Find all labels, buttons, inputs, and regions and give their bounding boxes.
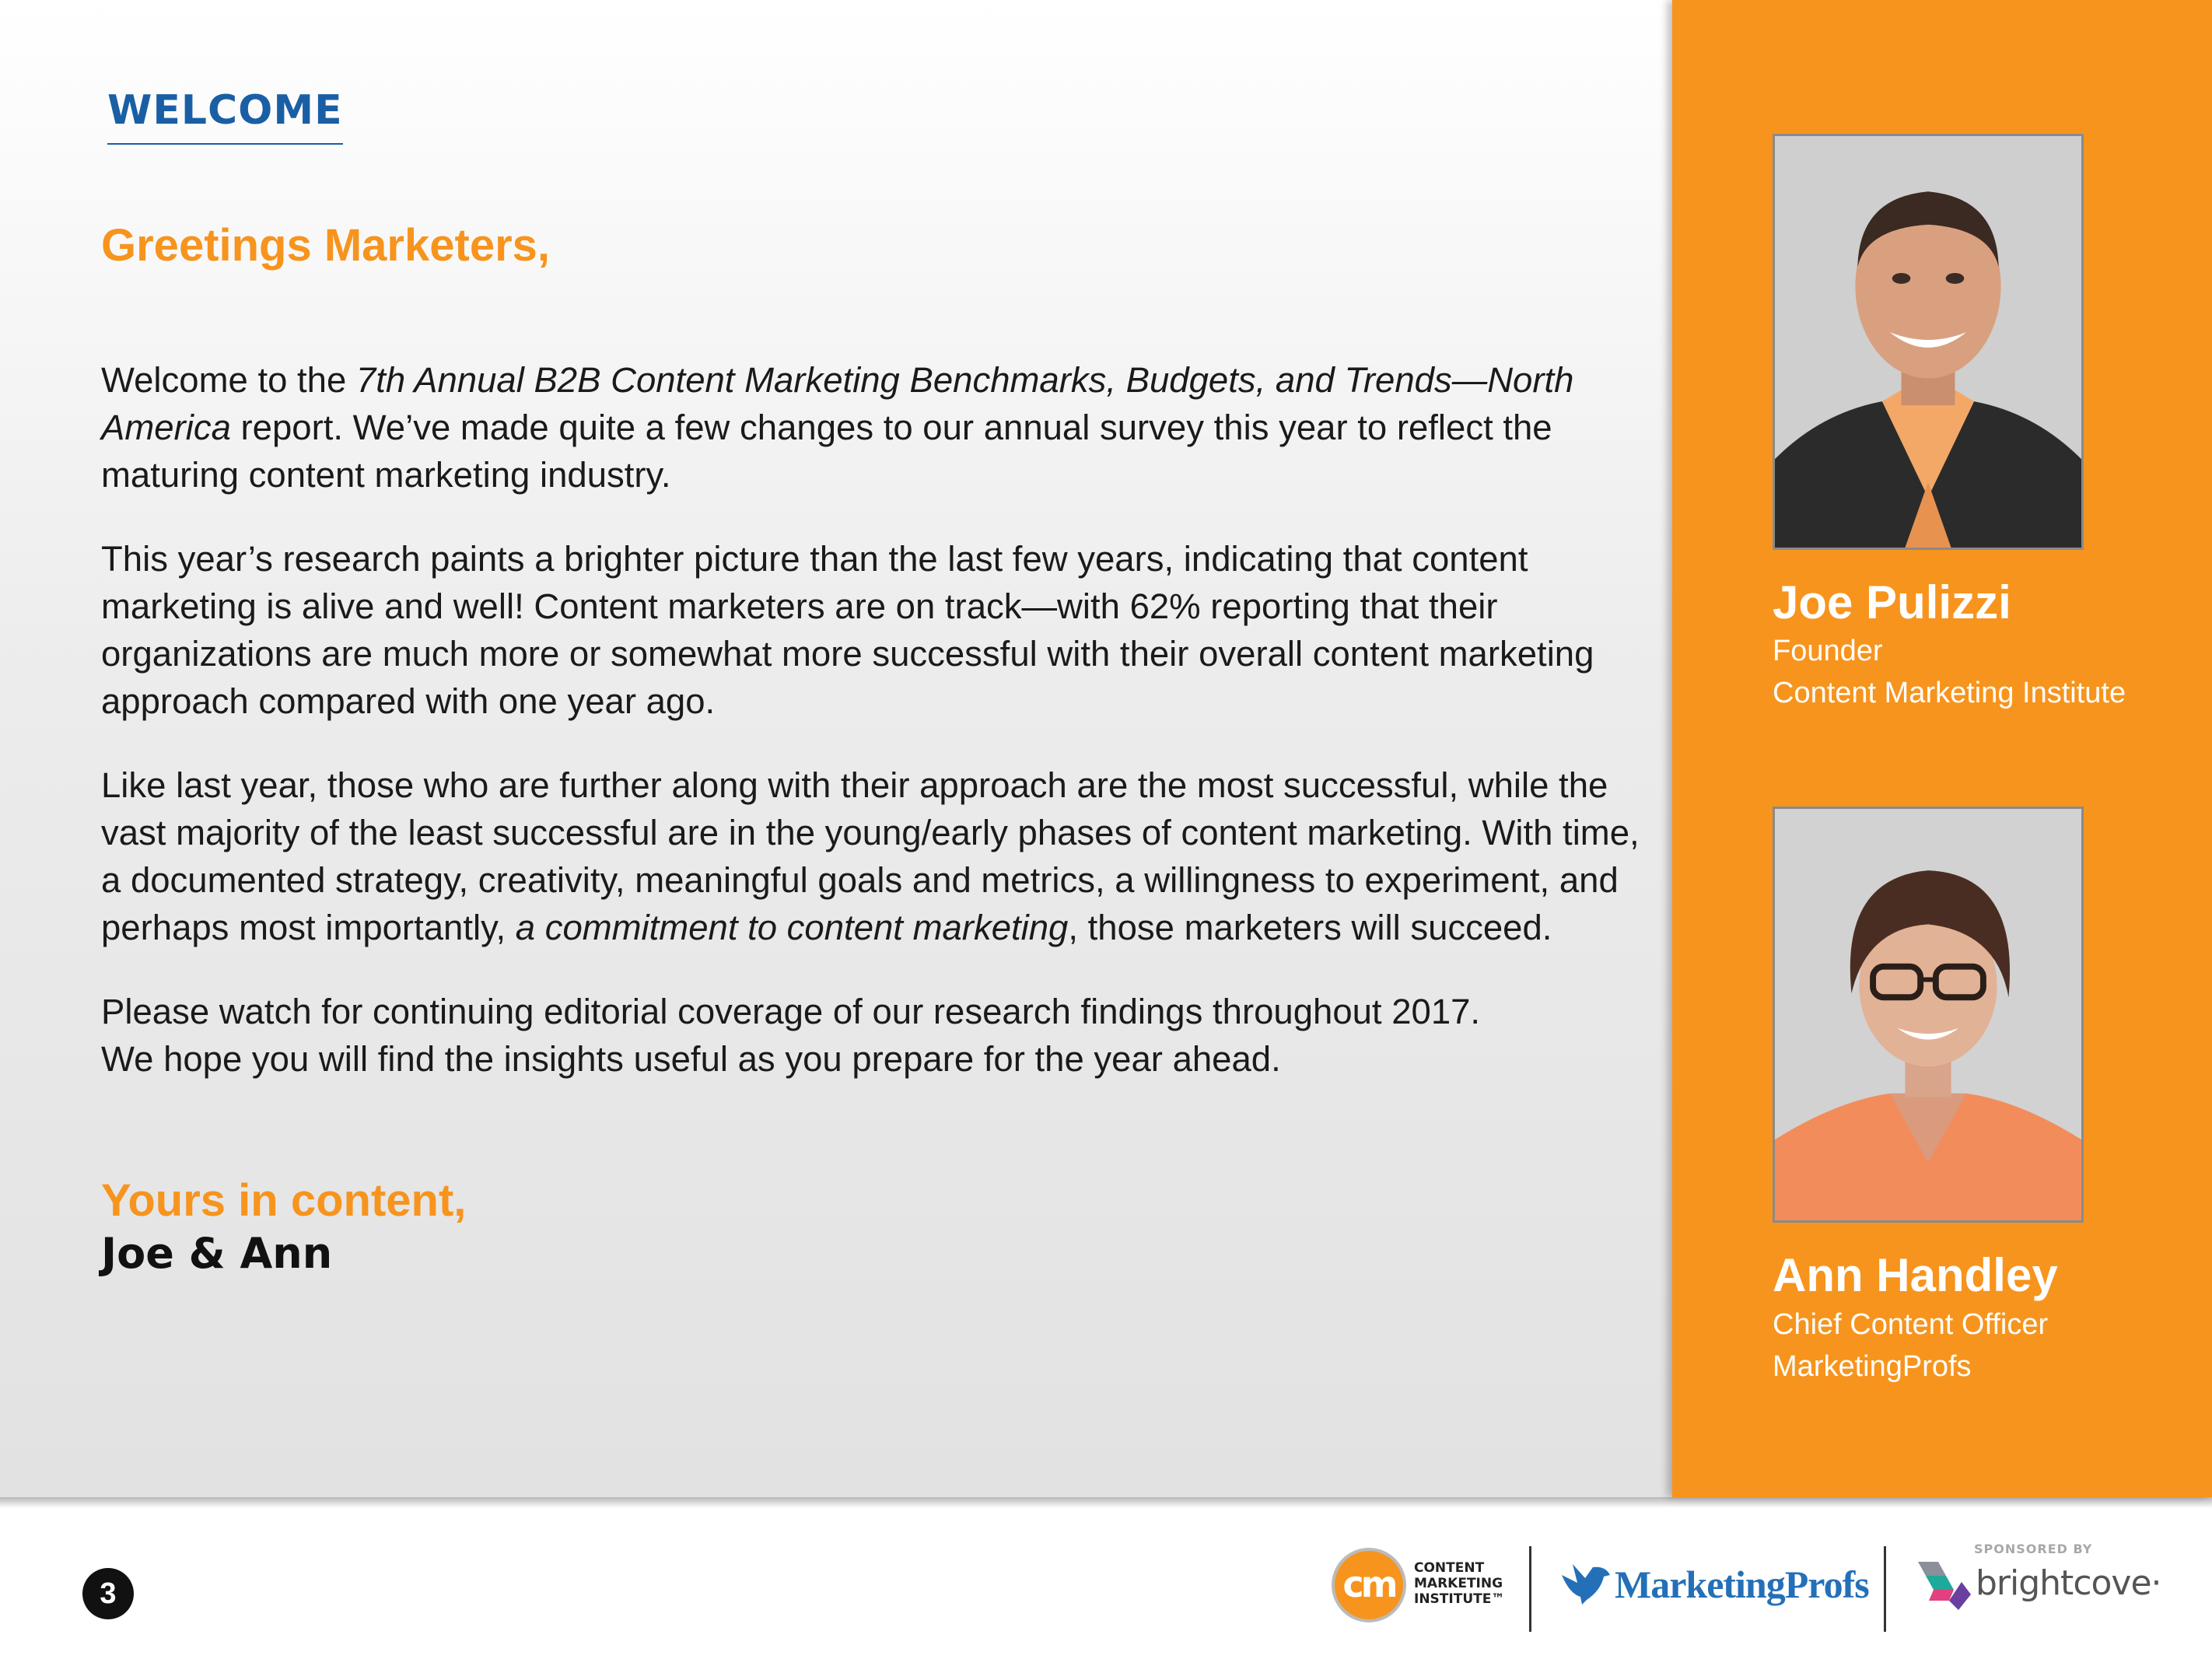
paragraph-4: Please watch for continuing editorial coverage of our research findings throughout 2017. We hope you will find the insights useful as you prepare for the year ahead. — [101, 992, 1481, 1079]
page-number: 3 — [82, 1568, 134, 1619]
signature: Joe & Ann — [101, 1229, 333, 1278]
logo-divider — [1529, 1546, 1531, 1632]
person-name-ann: Ann Handley — [1773, 1249, 2058, 1301]
person-title-joe: Founder — [1773, 635, 1883, 667]
joe-pulizzi-photo — [1773, 134, 2084, 550]
welcome-letter-body — [101, 356, 1657, 1119]
brightcove-icon — [1915, 1559, 1976, 1613]
cmi-logo-text: CONTENT MARKETING INSTITUTE™ — [1414, 1560, 1505, 1607]
signoff: Yours in content, — [101, 1175, 467, 1226]
person-title-ann: Chief Content Officer — [1773, 1308, 2049, 1341]
paragraph-3: Like last year, those who are further along with their approach are the most successful, while the vast majority of the least successful are in the young/early phases of content marketing. With time, a documented strategy, creativity, meaningful goals and metrics, a willingness to experiment, and perhaps most importantly, a commitment to content marketing, those marketers will succeed. — [101, 765, 1640, 947]
person-name-joe: Joe Pulizzi — [1773, 576, 2011, 628]
person-org-joe: Content Marketing Institute — [1773, 677, 2126, 709]
bird-icon — [1559, 1559, 1615, 1608]
person-org-ann: MarketingProfs — [1773, 1350, 1972, 1383]
commitment-emphasis: a commitment to content marketing — [515, 908, 1069, 947]
ann-handley-photo — [1773, 807, 2084, 1223]
cmi-logo-mark: cm — [1332, 1548, 1406, 1622]
report-title: 7th Annual B2B Content Marketing Benchmarks, Budgets, and Trends—North America — [101, 360, 1574, 447]
footer-divider-shadow — [0, 1497, 2212, 1508]
greeting-heading: Greetings Marketers, — [101, 220, 551, 271]
sponsored-by-label: SPONSORED BY — [1974, 1542, 2093, 1556]
paragraph-2: This year’s research paints a brighter picture than the last few years, indicating that content marketing is alive and well! Content marketers are on track—with 62% reporting that their organizations are much more or somewhat more successful with their overall content marketing approach compared with one year ago. — [101, 539, 1594, 721]
logo-divider — [1884, 1546, 1886, 1632]
marketingprofs-logo: MarketingProfs — [1615, 1563, 1869, 1606]
brightcove-logo: brightcove· — [1976, 1563, 2161, 1603]
paragraph-1: Welcome to the 7th Annual B2B Content Marketing Benchmarks, Budgets, and Trends—North America report. We’ve made quite a few changes to our annual survey this year to reflect the maturing content marketing industry. — [101, 360, 1574, 495]
section-title: WELCOME — [107, 87, 343, 145]
